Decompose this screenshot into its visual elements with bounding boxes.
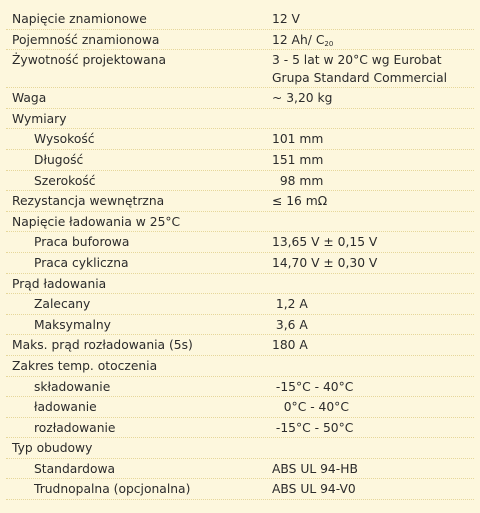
spec-label: Długość (34, 152, 84, 167)
spec-value (272, 232, 480, 253)
spec-label: składowanie (34, 379, 111, 394)
spec-value-text: 3,6 A (272, 317, 308, 332)
spec-label: Maksymalny (34, 317, 111, 332)
spec-row (0, 356, 480, 377)
spec-value-text: 14,70 V ± 0,30 V (272, 255, 378, 270)
spec-row (0, 438, 480, 459)
spec-value-text: 3 - 5 lat w 20°C wg Eurobat Grupa Standard Commercial (272, 53, 448, 86)
spec-value-text: ABS UL 94-V0 (272, 482, 356, 497)
spec-label: Wymiary (12, 111, 67, 126)
spec-value (272, 109, 480, 130)
spec-table (0, 9, 480, 500)
spec-value (272, 150, 480, 171)
spec-label: Trudnopalna (opcjonalna) (34, 482, 191, 497)
spec-label: Rezystancja wewnętrzna (12, 194, 165, 209)
spec-value (272, 397, 480, 418)
spec-label: Standardowa (34, 461, 116, 476)
spec-label: Szerokość (34, 173, 96, 188)
spec-row (0, 274, 480, 295)
spec-row (0, 232, 480, 253)
spec-row (0, 253, 480, 274)
spec-row (0, 212, 480, 233)
spec-value-text: 180 A (272, 338, 308, 353)
spec-label: Napięcie ładowania w 25°C (12, 214, 181, 229)
spec-row (0, 30, 480, 51)
spec-value-text: 0°C - 40°C (272, 400, 349, 415)
spec-row (0, 418, 480, 439)
spec-value (272, 129, 480, 150)
spec-value (272, 294, 480, 315)
spec-label: ładowanie (34, 400, 97, 415)
spec-value (272, 459, 480, 480)
spec-row (0, 109, 480, 130)
spec-value (272, 253, 480, 274)
spec-label: Zalecany (34, 297, 91, 312)
spec-label: Pojemność znamionowa (12, 32, 160, 47)
spec-value-text: 1,2 A (272, 297, 308, 312)
spec-value-text: -15°C - 50°C (272, 420, 354, 435)
spec-label: Typ obudowy (12, 441, 93, 456)
spec-value-text: ~ 3,20 kg (272, 91, 333, 106)
spec-label: Zakres temp. otoczenia (12, 358, 158, 373)
spec-label: Prąd ładowania (12, 276, 107, 291)
spec-label: Praca buforowa (34, 235, 130, 250)
spec-value (272, 274, 480, 295)
spec-label: Waga (12, 91, 47, 106)
spec-value (272, 438, 480, 459)
spec-value-text: ≤ 16 mΩ (272, 194, 328, 209)
spec-value-subscript: 20 (324, 39, 334, 48)
spec-row (0, 50, 480, 88)
spec-row (0, 377, 480, 398)
spec-value (272, 377, 480, 398)
spec-label: Żywotność projektowana (12, 53, 166, 68)
spec-row (0, 9, 480, 30)
spec-value-text: ABS UL 94-HB (272, 461, 358, 476)
spec-value-text: 13,65 V ± 0,15 V (272, 235, 378, 250)
spec-value (272, 315, 480, 336)
spec-value (272, 356, 480, 377)
spec-value (272, 418, 480, 439)
spec-label: Maks. prąd rozładowania (5s) (12, 338, 193, 353)
spec-label: Wysokość (34, 132, 95, 147)
spec-label: rozładowanie (34, 420, 116, 435)
spec-value (272, 171, 480, 192)
spec-value-text: 151 mm (272, 152, 324, 167)
spec-value-text: -15°C - 40°C (272, 379, 354, 394)
spec-label: Napięcie znamionowe (12, 12, 147, 26)
spec-value (272, 30, 480, 51)
spec-value (272, 9, 480, 30)
spec-row (0, 191, 480, 212)
spec-row (0, 171, 480, 192)
spec-value (272, 479, 480, 500)
spec-row (0, 150, 480, 171)
spec-value (272, 88, 480, 109)
spec-label: Praca cykliczna (34, 255, 129, 270)
spec-value (272, 50, 480, 88)
spec-value-text: 98 mm (272, 173, 324, 188)
spec-row (0, 88, 480, 109)
spec-value (272, 212, 480, 233)
spec-value-text: 12 V (272, 12, 300, 26)
spec-row (0, 294, 480, 315)
spec-value-text: 12 Ah/ C (272, 32, 325, 47)
spec-row (0, 315, 480, 336)
spec-row (0, 397, 480, 418)
spec-row (0, 335, 480, 356)
spec-row (0, 129, 480, 150)
spec-value (272, 335, 480, 356)
spec-value-text: 101 mm (272, 132, 324, 147)
spec-row (0, 479, 480, 500)
spec-row (0, 459, 480, 480)
spec-value (272, 191, 480, 212)
